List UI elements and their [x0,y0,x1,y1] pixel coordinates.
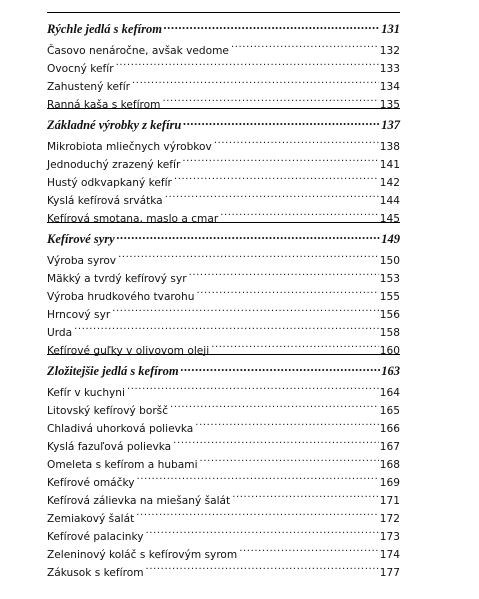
toc-entry-title: Výroba hrudkového tvarohu [47,291,195,303]
dot-leader [189,264,379,282]
toc-entry-page: 171 [379,495,400,507]
dot-leader [195,414,378,432]
toc-entry-title: Kefírová smotana, maslo a cmar [47,213,219,225]
toc-entry-title: Časovo nenáročne, avšak vedome [47,45,229,57]
toc-entry[interactable] [47,318,400,339]
toc-entry-title: Zahustený kefír [47,81,131,93]
dot-leader [170,396,379,414]
dot-leader [117,225,381,243]
toc-entry-title: Ranná kaša s kefírom [47,99,161,111]
dot-leader [220,204,379,222]
toc-entry-page: 158 [379,327,400,339]
toc-entry-title: Kefírové omáčky [47,477,135,489]
toc-entry-page: 164 [379,387,400,399]
section-heading-title: Kefírové syry [47,232,115,246]
toc-entry-page: 144 [379,195,400,207]
toc-entry-title: Chladivá uhorková polievka [47,423,194,435]
dot-leader [174,168,379,186]
toc-entry-page: 177 [379,567,400,579]
toc-entry-title: Kefírová zálievka na miešaný šalát [47,495,231,507]
toc-entry-page: 173 [379,531,400,543]
dot-leader [200,450,379,468]
toc-entry-page: 150 [379,255,400,267]
dot-leader [239,540,379,558]
toc-entry-title: Kyslá fazuľová polievka [47,441,172,453]
toc-entry-title: Zeleninový koláč s kefírovým syrom [47,549,238,561]
dot-leader [182,150,378,168]
toc-section-heading[interactable] [47,15,400,35]
dot-leader [162,90,378,108]
toc-entry-title: Jednoduchý zrazený kefír [47,159,181,171]
dot-leader [146,558,379,576]
toc-entry-page: 135 [379,99,400,111]
dot-leader [116,54,379,72]
toc-entry-title: Hrncový syr [47,309,111,321]
dot-leader [181,357,381,375]
toc-section-heading[interactable] [47,357,400,377]
toc-entry-page: 160 [379,345,400,357]
toc-entry-page: 155 [379,291,400,303]
section-heading-page: 163 [381,364,400,378]
toc-entry-title: Litovský kefírový boršč [47,405,169,417]
toc-entry-page: 169 [379,477,400,489]
toc-entry-title: Mäkký a tvrdý kefírový syr [47,273,187,285]
toc-entry-page: 145 [379,213,400,225]
toc-entry-page: 133 [379,63,400,75]
dot-leader [118,246,379,264]
toc-entry-page: 174 [379,549,400,561]
section-heading-page: 137 [381,118,400,132]
toc-entry-page: 132 [379,45,400,57]
toc-entry-page: 156 [379,309,400,321]
toc-entry-page: 168 [379,459,400,471]
dot-leader [74,318,379,336]
dot-leader [112,300,379,318]
dot-leader [231,36,379,54]
toc-entry-title: Kefírové palacinky [47,531,144,543]
dot-leader [146,522,379,540]
toc-entry-title: Kyslá kefírová srvátka [47,195,163,207]
dot-leader [214,132,379,150]
dot-leader [183,111,380,129]
dot-leader [211,336,379,354]
section-heading-title: Základné výrobky z kefíru [47,118,182,132]
toc-entry-page: 153 [379,273,400,285]
toc-entry-page: 138 [379,141,400,153]
section-heading-page: 131 [381,22,400,36]
toc-entry-title: Zákusok s kefírom [47,567,144,579]
toc-section [47,222,400,357]
dot-leader [164,15,380,33]
toc-entry-title: Výroba syrov [47,255,117,267]
dot-leader [165,186,379,204]
toc-entry-page: 165 [379,405,400,417]
toc-entry-title: Kefír v kuchyni [47,387,125,399]
toc-section [47,12,400,111]
toc-section [47,108,400,225]
dot-leader [173,432,379,450]
toc-entry-page: 134 [379,81,400,93]
toc-entry-page: 166 [379,423,400,435]
dot-leader [196,282,378,300]
toc-entry-title: Urda [47,327,73,339]
section-heading-title: Zložitejšie jedlá s kefírom [47,364,179,378]
toc-section-heading[interactable] [47,225,400,245]
toc-entry-title: Kefírové guľky v olivovom oleji [47,345,210,357]
toc-entry-page: 172 [379,513,400,525]
toc-entry[interactable] [47,336,400,357]
toc-entry-title: Ovocný kefír [47,63,114,75]
section-heading-page: 149 [381,232,400,246]
toc-entry-page: 141 [379,159,400,171]
section-heading-title: Rýchle jedlá s kefírom [47,22,162,36]
toc-entry-title: Zemiakový šalát [47,513,135,525]
table-of-contents [47,12,400,579]
toc-section-heading[interactable] [47,111,400,131]
toc-entry-title: Hustý odkvapkaný kefír [47,177,172,189]
dot-leader [127,378,379,396]
toc-entry-page: 142 [379,177,400,189]
toc-entry-title: Omeleta s kefírom a hubami [47,459,198,471]
dot-leader [136,504,378,522]
toc-entry-title: Mikrobiota mliečnych výrobkov [47,141,212,153]
toc-section [47,354,400,579]
dot-leader [137,468,379,486]
dot-leader [232,486,379,504]
toc-entry-page: 167 [379,441,400,453]
dot-leader [132,72,379,90]
